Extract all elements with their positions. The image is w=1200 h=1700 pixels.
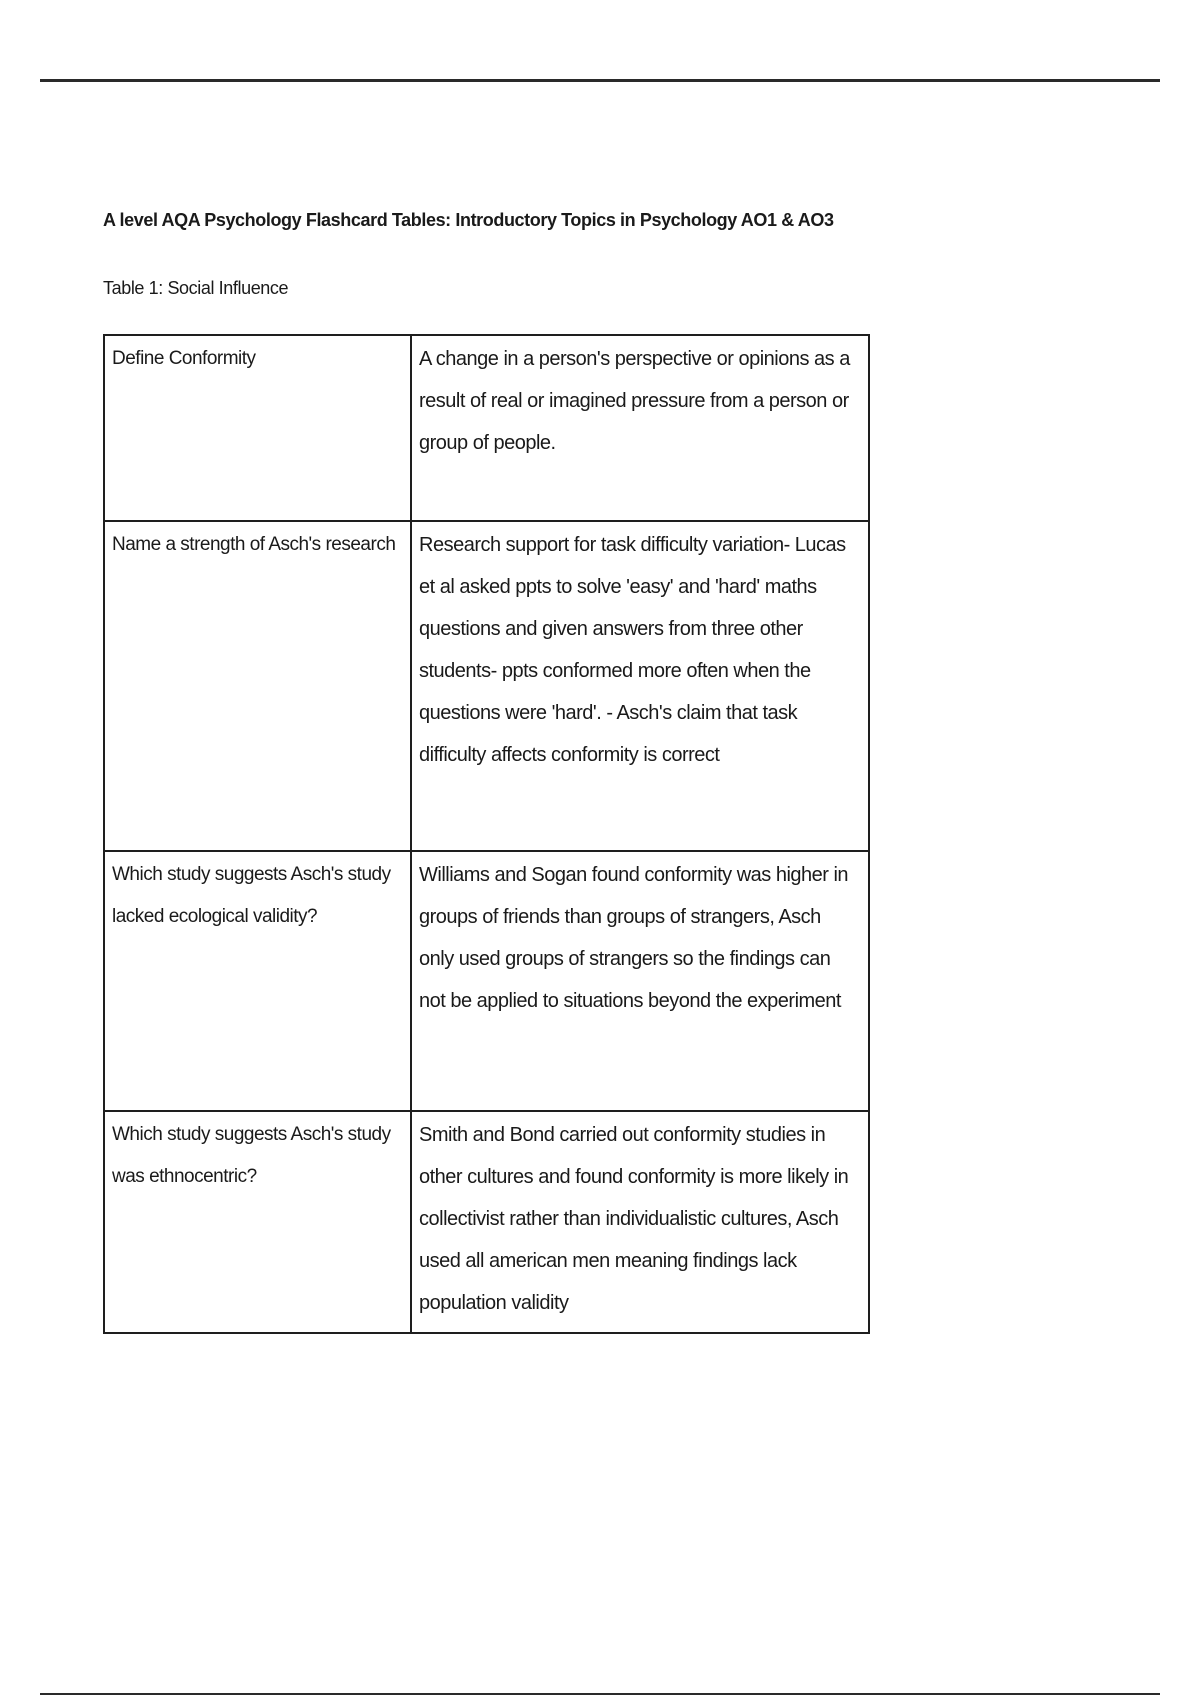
flashcard-table [103, 334, 870, 1334]
answer-cell: Williams and Sogan found conformity was higher in groups of friends than groups of strangers, Asch only used groups of strangers so the findings can not be applied to situations beyond the experiment [411, 851, 869, 1111]
question-cell: Which study suggests Asch's study was ethnocentric? [104, 1111, 411, 1333]
table-row [104, 1111, 869, 1333]
table-row [104, 521, 869, 851]
answer-cell: A change in a person's perspective or opinions as a result of real or imagined pressure from a person or group of people. [411, 335, 869, 521]
answer-cell: Smith and Bond carried out conformity studies in other cultures and found conformity is more likely in collectivist rather than individualistic cultures, Asch used all american men meaning findings lack population validity [411, 1111, 869, 1333]
table-row [104, 851, 869, 1111]
question-cell: Which study suggests Asch's study lacked ecological validity? [104, 851, 411, 1111]
question-cell: Name a strength of Asch's research [104, 521, 411, 851]
document-title: A level AQA Psychology Flashcard Tables: Introductory Topics in Psychology AO1 & AO3 [103, 210, 834, 230]
table-row [104, 335, 869, 521]
header-rule [40, 79, 1160, 82]
question-cell: Define Conformity [104, 335, 411, 521]
table-caption: Table 1: Social Influence [103, 278, 289, 298]
footer-rule [40, 1693, 1160, 1695]
answer-cell: Research support for task difficulty variation- Lucas et al asked ppts to solve 'easy' and 'hard' maths questions and given answers from three other students- ppts conformed more often when the questions were 'hard'. - Asch's claim that task difficulty affects conformity is correct [411, 521, 869, 851]
